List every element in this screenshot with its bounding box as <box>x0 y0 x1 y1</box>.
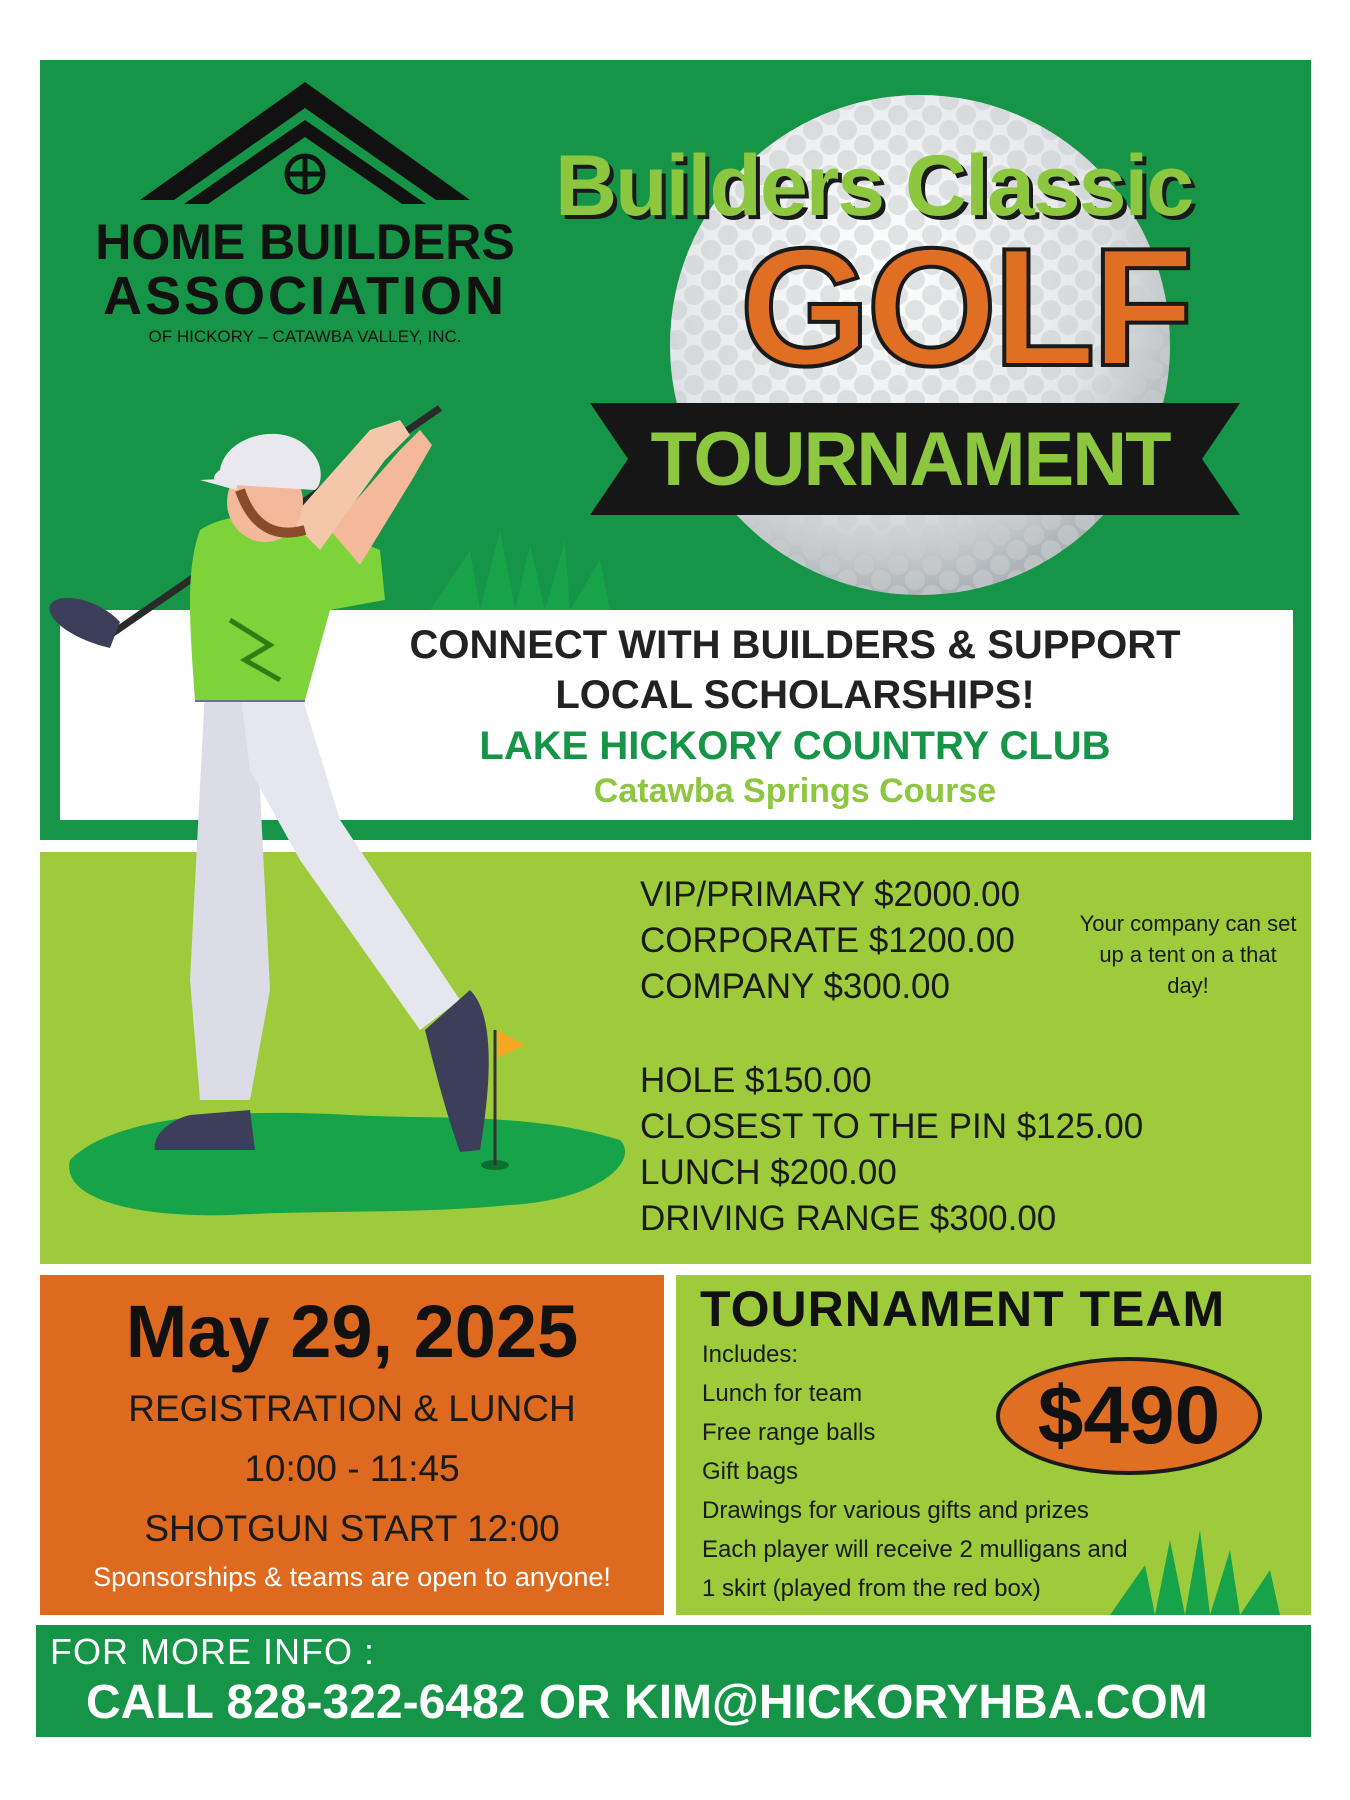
sponsor-level-hole: HOLE $150.00 <box>640 1061 872 1100</box>
house-roof-icon <box>140 82 470 212</box>
registration-label: REGISTRATION & LUNCH <box>128 1388 576 1429</box>
sponsor-level-corporate: CORPORATE $1200.00 <box>640 921 1015 960</box>
venue-name: LAKE HICKORY COUNTRY CLUB <box>479 724 1111 768</box>
logo-line-location: OF HICKORY – CATAWBA VALLEY, INC. <box>148 327 462 346</box>
sponsor-level-closest-pin: CLOSEST TO THE PIN $125.00 <box>640 1107 1144 1146</box>
team-heading: TOURNAMENT TEAM <box>700 1281 1226 1337</box>
sponsor-level-driving-range: DRIVING RANGE $300.00 <box>640 1199 1057 1238</box>
title-builders-classic: Builders Classic <box>555 138 1193 234</box>
more-info-label: FOR MORE INFO : <box>50 1631 375 1672</box>
team-item: 1 skirt (played from the red box) <box>702 1575 1041 1602</box>
team-item: Each player will receive 2 mulligans and <box>702 1536 1128 1563</box>
tent-note: Your company can set up a tent on a that day! <box>1079 911 1297 998</box>
shotgun-start: SHOTGUN START 12:00 <box>144 1508 560 1549</box>
grass-icon-2 <box>1110 1520 1280 1615</box>
event-date: May 29, 2025 <box>125 1290 579 1373</box>
registration-time: 10:00 - 11:45 <box>244 1448 460 1489</box>
golfer-illustration <box>40 390 520 1170</box>
team-item: Lunch for team <box>702 1380 863 1407</box>
team-item: Free range balls <box>702 1419 876 1446</box>
sponsor-level-company: COMPANY $300.00 <box>640 967 950 1006</box>
title-golf: GOLF <box>739 213 1191 401</box>
contact-line[interactable]: CALL 828-322-6482 OR KIM@HICKORYHBA.COM <box>86 1676 1208 1729</box>
team-item: Drawings for various gifts and prizes <box>702 1497 1089 1524</box>
course-name: Catawba Springs Course <box>593 772 997 810</box>
team-includes-label: Includes: <box>702 1341 799 1368</box>
tagline-line-1: CONNECT WITH BUILDERS & SUPPORT <box>409 623 1181 667</box>
team-price: $490 <box>1037 1370 1221 1461</box>
title-tournament: TOURNAMENT <box>650 417 1170 502</box>
sponsor-level-lunch: LUNCH $200.00 <box>640 1153 897 1192</box>
tagline-line-2: LOCAL SCHOLARSHIPS! <box>555 673 1035 717</box>
logo-line-association: ASSOCIATION <box>102 266 507 326</box>
logo-line-home-builders: HOME BUILDERS <box>95 214 515 270</box>
open-note: Sponsorships & teams are open to anyone! <box>93 1562 611 1592</box>
sponsor-level-vip: VIP/PRIMARY $2000.00 <box>640 875 1021 914</box>
team-item: Gift bags <box>702 1458 799 1485</box>
